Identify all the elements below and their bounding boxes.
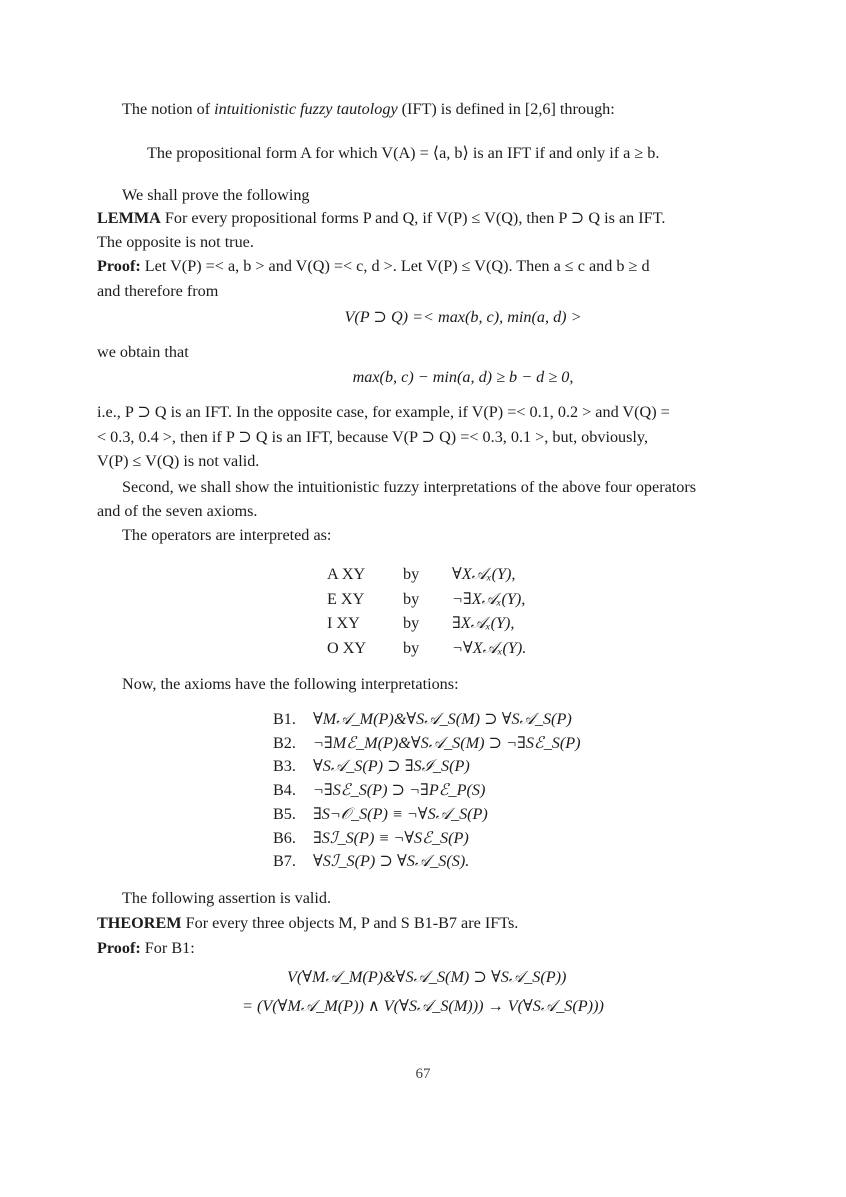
axiom-formula: ∀S𝒜_S(P) ⊃ ∃Sℐ_S(P) bbox=[313, 757, 470, 776]
intro-text-pre: The notion of bbox=[122, 100, 215, 118]
axiom-label: B7. bbox=[273, 852, 296, 871]
second-line-1: Second, we shall show the intuitionistic fuzzy interpretations of the above four operators bbox=[122, 478, 697, 496]
operator-by: by bbox=[403, 589, 420, 608]
proof-label: Proof: bbox=[97, 257, 141, 275]
axiom-row bbox=[273, 850, 581, 874]
proof2-text: For B1: bbox=[140, 939, 195, 957]
axiom-formula: ∀M𝒜_M(P)&∀S𝒜_S(M) ⊃ ∀S𝒜_S(P) bbox=[313, 710, 572, 728]
axiom-formula: ∃S¬𝒪_S(P) ≡ ¬∀S𝒜_S(P) bbox=[313, 804, 488, 823]
proof2-line bbox=[97, 938, 195, 958]
axiom-row bbox=[273, 779, 581, 803]
axiom-row bbox=[273, 755, 581, 779]
equation-implication: V(P ⊃ Q) =< max(b, c), min(a, d) > bbox=[344, 308, 582, 326]
operator-form: I XY bbox=[327, 614, 360, 632]
operators-table bbox=[327, 562, 526, 660]
operator-interpretation: ∃X𝒜ₓ(Y), bbox=[452, 614, 515, 632]
page-number: 67 bbox=[415, 1066, 431, 1082]
proof-line-4: i.e., P ⊃ Q is an IFT. In the opposite case, for example, if V(P) =< 0.1, 0.2 > and V(Q) = bbox=[97, 403, 670, 421]
operator-by: by bbox=[403, 565, 420, 583]
proof-line-2: and therefore from bbox=[97, 282, 219, 300]
assertion-line: The following assertion is valid. bbox=[122, 889, 332, 907]
axiom-label: B2. bbox=[273, 733, 296, 752]
axiom-row bbox=[273, 732, 581, 756]
proof-text-1: Let V(P) =< a, b > and V(Q) =< c, d >. Let V(P) ≤ V(Q). Then a ≤ c and b ≥ d bbox=[140, 257, 650, 275]
axiom-row bbox=[273, 803, 581, 827]
proof-line-5: < 0.3, 0.4 >, then if P ⊃ Q is an IFT, because V(P ⊃ Q) =< 0.3, 0.1 >, but, obviously, bbox=[97, 428, 649, 446]
operator-by: by bbox=[403, 638, 420, 657]
axiom-label: B3. bbox=[273, 757, 296, 776]
axioms-table bbox=[273, 708, 581, 874]
lemma-label: LEMMA bbox=[97, 209, 161, 227]
proof2-equation-2: = (V(∀M𝒜_M(P)) ∧ V(∀S𝒜_S(M))) → V(∀S𝒜_S(P))) bbox=[242, 997, 604, 1015]
operator-form: A XY bbox=[327, 565, 366, 583]
proof-line-6: V(P) ≤ V(Q) is not valid. bbox=[97, 452, 260, 470]
equation-inequality: max(b, c) − min(a, d) ≥ b − d ≥ 0, bbox=[352, 368, 574, 386]
axiom-formula: ∃Sℐ_S(P) ≡ ¬∀Sℰ_S(P) bbox=[313, 828, 469, 847]
second-line-3: The operators are interpreted as: bbox=[122, 526, 332, 544]
operator-row bbox=[327, 636, 526, 661]
axiom-row bbox=[273, 708, 581, 732]
theorem-statement bbox=[97, 913, 518, 933]
proof2-label: Proof: bbox=[97, 939, 141, 957]
axiom-formula: ¬∃Mℰ_M(P)&∀S𝒜_S(M) ⊃ ¬∃Sℰ_S(P) bbox=[313, 733, 581, 752]
operator-interpretation: ∀X𝒜ₓ(Y), bbox=[452, 565, 516, 583]
operator-form: E XY bbox=[327, 589, 365, 608]
axiom-label: B1. bbox=[273, 710, 296, 728]
operator-row bbox=[327, 611, 526, 636]
axiom-formula: ∀Sℐ_S(P) ⊃ ∀S𝒜_S(S). bbox=[313, 852, 470, 871]
axioms-intro: Now, the axioms have the following interpretations: bbox=[122, 675, 459, 693]
proof-line-1 bbox=[97, 256, 650, 276]
operator-form: O XY bbox=[327, 638, 367, 657]
ift-definition: The propositional form A for which V(A) = ⟨a, b⟩ is an IFT if and only if a ≥ b. bbox=[147, 144, 660, 162]
second-line-2: and of the seven axioms. bbox=[97, 502, 258, 520]
axiom-label: B5. bbox=[273, 804, 296, 823]
axiom-formula: ¬∃Sℰ_S(P) ⊃ ¬∃Pℰ_P(S) bbox=[313, 781, 486, 800]
lemma-statement bbox=[97, 208, 665, 228]
lemma-text: For every propositional forms P and Q, if V(P) ≤ V(Q), then P ⊃ Q is an IFT. bbox=[160, 209, 666, 227]
theorem-text: For every three objects M, P and S B1-B7 are IFTs. bbox=[181, 914, 519, 932]
axiom-label: B4. bbox=[273, 781, 296, 800]
intro-text-post: (IFT) is defined in [2,6] through: bbox=[397, 100, 615, 118]
operator-by: by bbox=[403, 614, 420, 632]
axiom-label: B6. bbox=[273, 828, 296, 847]
prove-intro-line: We shall prove the following bbox=[122, 186, 310, 204]
proof2-equation-1: V(∀M𝒜_M(P)&∀S𝒜_S(M) ⊃ ∀S𝒜_S(P)) bbox=[287, 968, 567, 986]
theorem-label: THEOREM bbox=[97, 914, 182, 932]
proof-line-3: we obtain that bbox=[97, 343, 189, 361]
intro-emphasis: intuitionistic fuzzy tautology bbox=[214, 100, 398, 118]
operator-interpretation: ¬∃X𝒜ₓ(Y), bbox=[452, 589, 526, 608]
lemma-text-line2: The opposite is not true. bbox=[97, 233, 254, 251]
operator-row bbox=[327, 562, 526, 587]
operator-interpretation: ¬∀X𝒜ₓ(Y). bbox=[452, 638, 527, 657]
axiom-row bbox=[273, 827, 581, 851]
operator-row bbox=[327, 587, 526, 612]
intro-paragraph bbox=[122, 99, 615, 119]
